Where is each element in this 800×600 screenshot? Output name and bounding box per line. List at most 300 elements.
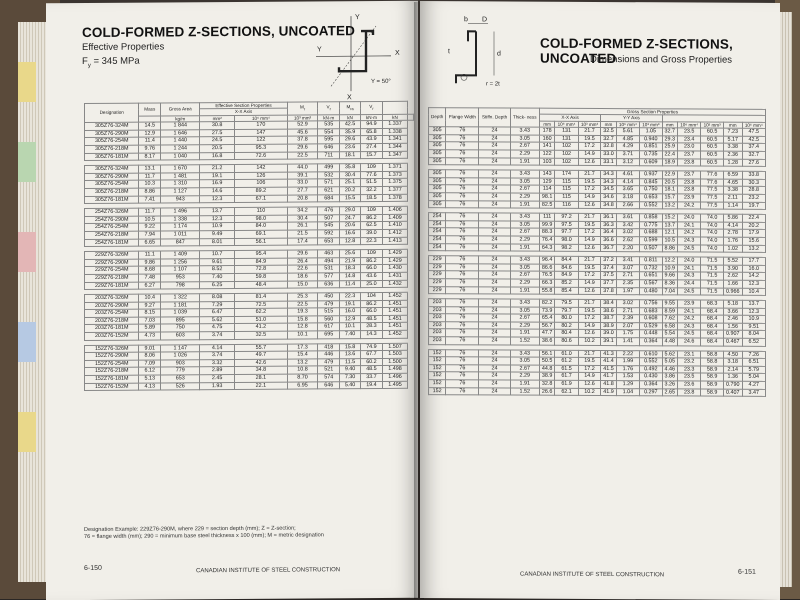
table-cell: 76.4 — [539, 236, 554, 244]
dimensions-table — [428, 107, 766, 397]
table-cell: 109 — [361, 164, 383, 172]
table-cell: 684 — [318, 194, 340, 202]
table-cell: 1.452 — [382, 330, 407, 338]
table-cell: 1.341 — [382, 136, 407, 144]
table-cell: 152Z76-326M — [85, 345, 139, 353]
table-cell: 24 — [479, 243, 510, 251]
unit-cell: 10³ mm³ — [287, 115, 318, 122]
table-cell: 7.48 — [139, 274, 161, 282]
table-cell: 24 — [479, 357, 510, 365]
table-cell: 2.66 — [616, 201, 639, 209]
col-gross-section: Gross Section Properties — [539, 108, 765, 116]
table-cell: 1.344 — [382, 143, 407, 151]
table-cell: 254Z76-218M — [85, 231, 139, 239]
table-cell: 24 — [479, 329, 510, 337]
table-cell: 229 — [429, 256, 446, 264]
table-cell: 8.17 — [139, 153, 161, 161]
table-cell: 43.9 — [361, 136, 383, 144]
table-cell: 51.0 — [235, 316, 288, 324]
table-cell: 71.5 — [701, 280, 724, 288]
table-cell: 3.05 — [510, 264, 539, 272]
left-page — [46, 1, 418, 600]
table-cell: 14.9 — [578, 150, 601, 158]
table-cell: 1 147 — [161, 344, 200, 352]
table-cell: 7.40 — [200, 273, 235, 281]
table-cell: 96.4 — [539, 256, 554, 264]
table-cell: 23.8 — [678, 179, 701, 187]
table-cell: 72.6 — [235, 152, 288, 160]
table-cell: 305 — [429, 127, 446, 135]
table-cell: 76 — [446, 263, 479, 271]
table-cell: 19.7 — [742, 202, 765, 210]
table-cell: 653 — [318, 237, 340, 245]
table-cell: 95.4 — [235, 250, 288, 258]
table-cell: 55.8 — [539, 287, 554, 295]
table-cell: 532 — [318, 172, 340, 180]
table-cell: 76 — [446, 387, 479, 395]
table-cell: 32.8 — [539, 380, 554, 388]
table-cell: 37.7 — [601, 279, 616, 287]
table-cell: 21.7 — [578, 128, 601, 136]
page-number-right: 6-151 — [738, 569, 756, 576]
unit-cell: mm — [601, 121, 616, 127]
table-cell: 15.8 — [287, 316, 318, 324]
table-cell: 2.29 — [510, 193, 539, 201]
table-cell: 1 496 — [161, 208, 200, 216]
table-cell: 152 — [429, 372, 446, 380]
table-cell: 25.0 — [361, 280, 383, 288]
table-cell: 3.02 — [616, 300, 639, 308]
col-stiffener-depth: Stiffn. Depth — [479, 108, 510, 127]
table-cell: 84.6 — [555, 264, 578, 272]
table-cell: 23.8 — [678, 389, 701, 397]
table-cell: 14.2 — [742, 273, 765, 281]
table-cell: 12.3 — [742, 280, 765, 288]
table-cell: 22.1 — [235, 382, 288, 390]
table-cell: 80.0 — [555, 315, 578, 323]
col-xx-axis: X-X Axis — [200, 109, 287, 116]
table-cell: 76 — [446, 142, 479, 150]
table-cell: 60.5 — [701, 143, 724, 151]
table-cell: 7.62 — [662, 315, 677, 323]
table-cell: 84.0 — [235, 222, 288, 230]
table-cell: 116 — [555, 201, 578, 209]
table-cell: 102 — [555, 150, 578, 158]
table-cell: 98.2 — [555, 244, 578, 252]
table-cell: 3.05 — [510, 307, 539, 315]
table-cell: 23.4 — [678, 136, 701, 144]
table-cell: 3.18 — [723, 358, 742, 366]
table-cell: 7.23 — [723, 128, 742, 136]
table-cell: 142 — [235, 164, 288, 172]
table-cell: 229Z76-254M — [85, 266, 139, 274]
table-cell: 203 — [429, 337, 446, 345]
table-cell: 13.7 — [662, 222, 677, 230]
effective-properties-table — [84, 101, 414, 392]
table-cell: 1 181 — [161, 301, 200, 309]
table-cell: 38.6 — [601, 307, 616, 315]
table-cell: 5.61 — [616, 128, 639, 136]
table-cell: 48.4 — [235, 281, 288, 289]
table-cell: 15.2 — [662, 214, 677, 222]
table-cell: 5.13 — [139, 375, 161, 383]
table-cell: 305Z76-181M — [85, 196, 139, 204]
table-cell: 1.412 — [382, 229, 407, 237]
table-cell: 38.6 — [539, 337, 554, 345]
table-cell: 2.67 — [510, 271, 539, 279]
svg-text:b: b — [464, 16, 468, 23]
table-cell: 254 — [429, 228, 446, 236]
table-cell: 1.337 — [382, 120, 407, 128]
table-cell: 76 — [446, 299, 479, 307]
table-cell: 23.7 — [678, 171, 701, 179]
table-cell: 62.1 — [555, 388, 578, 396]
table-cell: 79.7 — [555, 307, 578, 315]
table-cell: 37.8 — [287, 136, 318, 144]
table-cell: 1.496 — [382, 373, 407, 381]
table-cell: 24.1 — [678, 222, 701, 230]
table-cell: 115 — [555, 186, 578, 194]
table-cell: 24 — [479, 307, 510, 315]
table-cell: 574 — [318, 374, 340, 382]
table-cell: 24 — [479, 271, 510, 279]
table-cell: 77.6 — [701, 179, 724, 187]
table-cell: 74.0 — [701, 214, 724, 222]
table-cell: 10.1 — [287, 331, 318, 339]
table-cell: 103 — [539, 158, 554, 166]
table-cell: 48.5 — [361, 315, 383, 323]
table-cell: 229Z76-290M — [85, 259, 139, 267]
table-cell: 7.30 — [340, 374, 361, 382]
footer-left: CANADIAN INSTITUTE OF STEEL CONSTRUCTION — [196, 567, 340, 574]
table-cell: 4.13 — [139, 383, 161, 391]
table-cell: 203 — [429, 329, 446, 337]
table-cell: 1.05 — [640, 128, 663, 136]
table-cell: 1.99 — [616, 358, 639, 366]
table-cell: 21.7 — [578, 350, 601, 358]
table-cell: 0.937 — [640, 171, 663, 179]
table-cell: 27.6 — [742, 159, 765, 167]
table-cell: 4.14 — [723, 222, 742, 230]
table-cell: 3.74 — [200, 332, 235, 340]
table-cell: 4.61 — [616, 171, 639, 179]
col-mra: $M_{ra}$ — [340, 102, 361, 115]
table-cell: 76 — [446, 185, 479, 193]
table-cell: 21.7 — [578, 214, 601, 222]
designation-note: Designation Example: 229Z76-290M, where 229 = section depth (mm); Z = Z-section; 76 = flange width (mm); 290 = minimum base steel thickness x 100 (mm); M = metric designation — [84, 525, 324, 541]
table-cell: 12.8 — [287, 323, 318, 331]
table-cell: 0.735 — [640, 151, 663, 159]
table-cell: 3.05 — [510, 178, 539, 186]
table-cell: 122 — [235, 137, 288, 145]
table-cell: 0.966 — [723, 288, 742, 296]
table-cell: 17.9 — [742, 230, 765, 238]
table-cell: 1 127 — [161, 188, 200, 196]
table-cell: 61.7 — [555, 373, 578, 381]
table-cell: 24 — [479, 314, 510, 322]
table-cell: 203Z76-181M — [85, 325, 139, 333]
table-cell: 3.43 — [510, 170, 539, 178]
table-cell: 39.0 — [601, 330, 616, 338]
table-cell: 0.851 — [640, 143, 663, 151]
table-cell: 39.1 — [601, 338, 616, 346]
table-cell: 24 — [479, 135, 510, 143]
table-cell: 0.688 — [640, 229, 663, 237]
table-cell: 56.7 — [539, 322, 554, 330]
table-cell: 0.297 — [640, 388, 663, 396]
table-cell: 23.3 — [678, 366, 701, 374]
table-cell: 10.3 — [139, 180, 161, 188]
table-cell: 115 — [555, 178, 578, 186]
table-cell: 479 — [318, 300, 340, 308]
table-cell: 14.9 — [578, 193, 601, 201]
col-mr: $M_r$ — [287, 102, 318, 115]
unit-cell: 10³ mm³ — [578, 121, 601, 128]
table-cell: 72.5 — [235, 301, 288, 309]
table-cell: 47.7 — [539, 330, 554, 338]
table-cell: 44.0 — [287, 164, 318, 172]
table-cell: 23.1 — [678, 351, 701, 359]
table-cell: 5.54 — [662, 330, 677, 338]
table-cell: 9.86 — [139, 259, 161, 267]
table-cell: 48.5 — [361, 366, 383, 374]
table-cell: 24.0 — [678, 214, 701, 222]
table-cell: 24 — [479, 387, 510, 395]
table-cell: 1.429 — [382, 257, 407, 265]
table-cell: 22.4 — [742, 214, 765, 222]
table-cell: 24 — [479, 256, 510, 264]
table-cell: 305Z76-324M — [85, 165, 139, 173]
table-cell: 2.36 — [723, 151, 742, 159]
table-cell: 10.9 — [662, 265, 677, 273]
table-cell: 15.4 — [287, 351, 318, 359]
table-cell: 71.5 — [701, 265, 724, 273]
table-cell: 65.8 — [361, 128, 383, 136]
table-cell: 3.47 — [742, 389, 765, 397]
table-cell: 24 — [479, 157, 510, 165]
table-cell: 152 — [429, 380, 446, 388]
table-cell: 1.451 — [382, 323, 407, 331]
table-cell: 9.01 — [139, 345, 161, 353]
table-cell: 24 — [479, 170, 510, 178]
table-cell: 1.02 — [723, 245, 742, 253]
table-cell: 6.47 — [200, 309, 235, 317]
table-cell: 646 — [318, 381, 340, 389]
table-cell: 1.451 — [382, 300, 407, 308]
table-cell: 15.7 — [361, 151, 383, 159]
table-cell: 494 — [318, 257, 340, 265]
table-cell: 80.4 — [555, 330, 578, 338]
table-cell: 229Z76-218M — [85, 274, 139, 282]
table-cell: 77.6 — [701, 171, 724, 179]
unit-cell — [408, 114, 414, 120]
table-cell: 4.14 — [616, 178, 639, 186]
table-cell: 16.9 — [200, 180, 235, 188]
right-table-body — [429, 127, 766, 397]
table-cell: 254Z76-290M — [85, 216, 139, 224]
open-handbook — [18, 2, 788, 599]
table-cell: 24 — [479, 337, 510, 345]
table-cell: 13.7 — [200, 208, 235, 216]
table-cell: 17.2 — [578, 272, 601, 280]
table-cell: 34.6 — [601, 193, 616, 201]
table-cell: 62.2 — [235, 308, 288, 316]
table-cell: 106 — [235, 179, 288, 187]
table-cell: 9.49 — [200, 230, 235, 238]
table-cell: 102 — [555, 143, 578, 151]
table-cell: 621 — [318, 187, 340, 195]
table-cell: 24 — [479, 365, 510, 373]
table-cell: 1.431 — [382, 272, 407, 280]
table-cell: 3.18 — [616, 194, 639, 202]
table-cell: 55.7 — [235, 344, 288, 352]
table-cell: 13.6 — [340, 351, 361, 359]
table-cell: 11.7 — [139, 173, 161, 181]
table-cell: 10.4 — [742, 288, 765, 296]
table-cell: 2.29 — [510, 322, 539, 330]
table-cell: 305Z76-290M — [85, 173, 139, 181]
table-cell: 36.6 — [601, 236, 616, 244]
table-cell: 20.8 — [287, 194, 318, 202]
table-cell: 521 — [318, 366, 340, 374]
table-cell: 571 — [318, 179, 340, 187]
table-cell: 3.38 — [723, 144, 742, 152]
table-cell: 2.62 — [616, 237, 639, 245]
right-page — [420, 1, 780, 600]
table-cell: 11.7 — [139, 208, 161, 216]
col-gross-area: Gross Area — [161, 103, 200, 116]
table-cell: 1.91 — [510, 329, 539, 337]
table-cell: 25.1 — [340, 179, 361, 187]
table-cell: 1.56 — [723, 323, 742, 331]
table-cell: 24.1 — [678, 308, 701, 316]
table-cell: 47.5 — [742, 128, 765, 136]
table-cell: 9.76 — [139, 145, 161, 153]
svg-text:Y = 50°: Y = 50° — [371, 79, 391, 85]
left-page-subtitle: Effective Properties — [82, 41, 164, 53]
table-cell: 76 — [446, 157, 479, 165]
table-cell: 37.2 — [601, 257, 616, 265]
table-cell: 38.9 — [539, 373, 554, 381]
table-cell: 22.3 — [361, 237, 383, 245]
table-cell: 305 — [429, 200, 446, 208]
table-cell: 9.51 — [742, 323, 765, 331]
svg-text:Y: Y — [355, 14, 360, 21]
table-cell: 50.5 — [539, 357, 554, 365]
table-cell: 305Z76-290M — [85, 130, 139, 138]
table-cell: 3.02 — [616, 229, 639, 237]
table-cell: 8.36 — [662, 280, 677, 288]
table-cell: 65.4 — [539, 314, 554, 322]
table-cell: 24 — [479, 350, 510, 358]
table-cell: 21.7 — [578, 171, 601, 179]
table-cell: 0.567 — [640, 280, 663, 288]
table-cell: 5.62 — [662, 350, 677, 358]
table-cell: 0.492 — [640, 366, 663, 374]
table-cell: 476 — [318, 207, 340, 215]
table-cell: 21.7 — [578, 257, 601, 265]
table-cell: 9.40 — [340, 366, 361, 374]
table-cell: 19.5 — [578, 307, 601, 315]
table-cell: 76 — [446, 193, 479, 201]
table-cell: 74.0 — [701, 222, 724, 230]
table-cell: 24 — [479, 200, 510, 208]
table-cell: 560 — [318, 316, 340, 324]
table-cell: 38.4 — [601, 300, 616, 308]
table-cell: 24 — [479, 213, 510, 221]
table-cell: 13.7 — [742, 300, 765, 308]
table-cell: 24 — [479, 228, 510, 236]
table-cell: 18.9 — [662, 158, 677, 166]
table-cell: 12.6 — [578, 287, 601, 295]
left-table-body — [85, 120, 414, 390]
table-cell: 23.8 — [678, 186, 701, 194]
table-cell: 34.3 — [601, 171, 616, 179]
table-cell: 76 — [446, 220, 479, 228]
table-cell: 254Z76-254M — [85, 223, 139, 231]
table-cell: 1 039 — [161, 309, 200, 317]
table-cell: 203 — [429, 299, 446, 307]
table-cell: 71.5 — [701, 257, 724, 265]
table-cell: 85.4 — [555, 287, 578, 295]
table-cell: 35.8 — [340, 164, 361, 172]
table-cell: 12.9 — [139, 130, 161, 138]
table-cell: 535 — [318, 121, 340, 129]
table-cell: 5.89 — [139, 324, 161, 332]
table-cell: 1.28 — [723, 159, 742, 167]
table-cell: 2.67 — [510, 228, 539, 236]
table-cell: 7.03 — [139, 317, 161, 325]
table-cell: 76 — [446, 200, 479, 208]
table-cell: 77.6 — [361, 171, 383, 179]
table-cell: 152Z76-254M — [85, 360, 139, 368]
table-cell: 0.907 — [723, 331, 742, 339]
table-cell: 1.377 — [382, 186, 407, 194]
table-cell: 60.5 — [701, 136, 724, 144]
table-cell: 0.845 — [640, 178, 663, 186]
page-edges-left — [18, 22, 48, 582]
table-cell: 24 — [479, 286, 510, 294]
unit-cell: 10⁶ mm⁴ — [678, 122, 701, 129]
table-cell: 58.9 — [701, 389, 724, 397]
table-cell: 229 — [429, 271, 446, 279]
table-cell: 74.9 — [361, 343, 383, 351]
table-cell: 131 — [555, 135, 578, 143]
table-cell: 1.53 — [616, 373, 639, 381]
table-cell: 1.91 — [510, 158, 539, 166]
table-cell: 19.3 — [287, 308, 318, 316]
table-cell: 3.12 — [616, 158, 639, 166]
table-cell: 20.6 — [340, 222, 361, 230]
table-cell: 1.495 — [382, 381, 407, 389]
table-cell: 8.04 — [742, 331, 765, 339]
table-cell: 174 — [555, 170, 578, 178]
table-cell: 74.0 — [701, 245, 724, 253]
table-cell: 19.5 — [578, 264, 601, 272]
table-cell: 6.65 — [139, 239, 161, 247]
table-cell: 1 481 — [161, 173, 200, 181]
table-cell: 9.55 — [662, 300, 677, 308]
table-cell: 24 — [479, 127, 510, 135]
table-cell: 28.8 — [742, 187, 765, 195]
table-cell: 1 244 — [161, 145, 200, 153]
table-cell: 24 — [479, 150, 510, 158]
table-cell: 68.4 — [701, 323, 724, 331]
table-cell: 76 — [446, 256, 479, 264]
table-cell: 3.71 — [616, 151, 639, 159]
left-page-title: COLD-FORMED Z-SECTIONS, UNCOATED — [82, 23, 355, 40]
table-cell: 76 — [446, 349, 479, 357]
